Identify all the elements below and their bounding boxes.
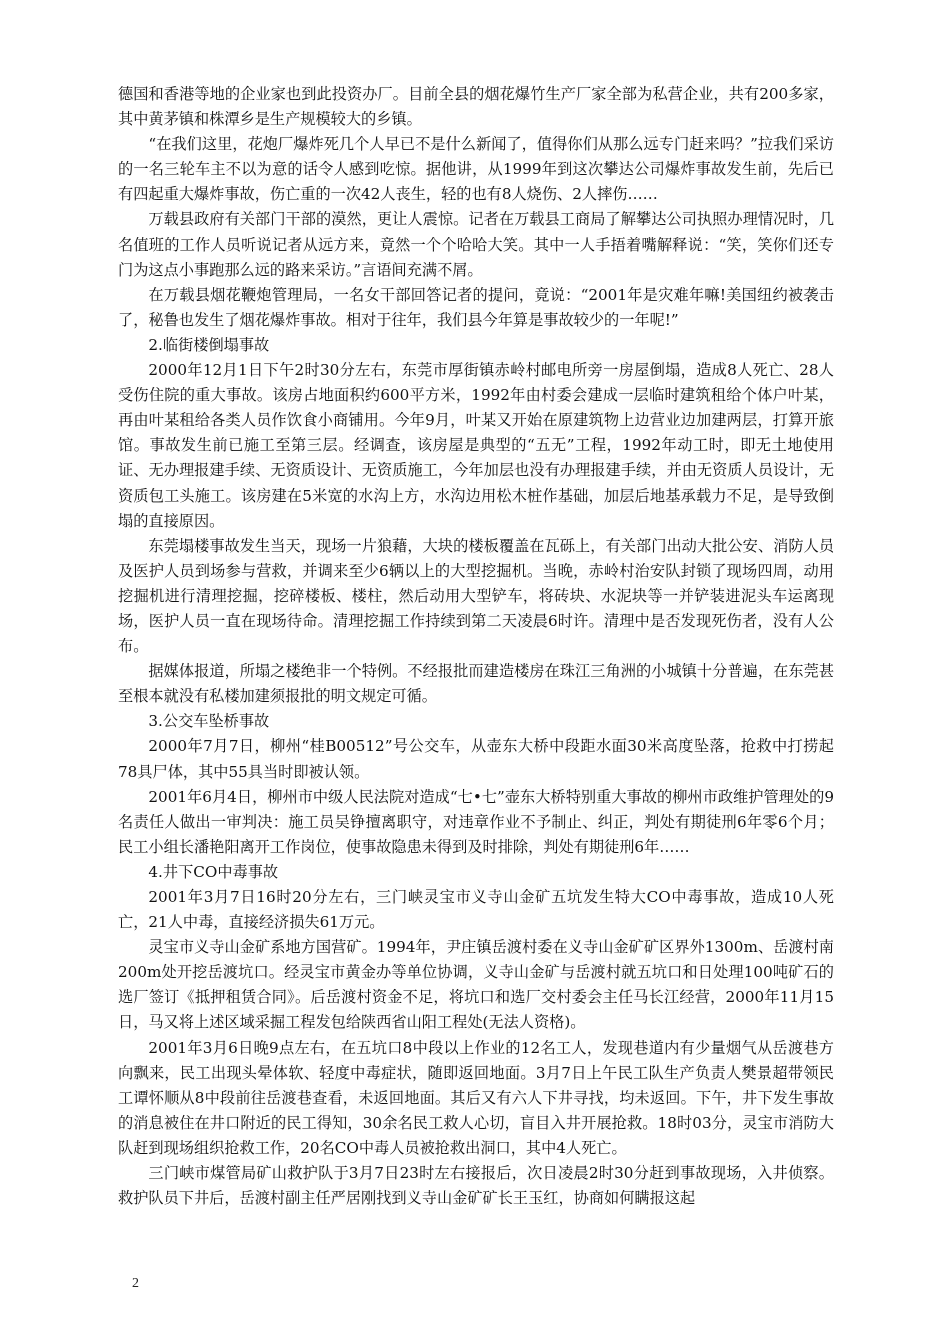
paragraph: 2000年7月7日，柳州“桂B00512”号公交车，从壶东大桥中段距水面30米高度坠落，抢救中打捞起78具尸体，其中55具当时即被认领。: [118, 737, 834, 781]
paragraph: 据媒体报道，所塌之楼绝非一个特例。不经报批而建造楼房在珠江三角洲的小城镇十分普遍，在东莞甚至根本就没有私楼加建须报批的明文规定可循。: [118, 662, 834, 706]
paragraph: 2001年3月6日晚9点左右，在五坑口8中段以上作业的12名工人，发现巷道内有少量烟气从岳渡巷方向飘来，民工出现头晕体软、轻度中毒症状，随即返回地面。3月7日上午民工队生产负责人樊景超带领民工谭怀顺从8中段前往岳渡巷查看，未返回地面。其后又有六人下井寻找，均未返回。下午，井下发生事故的消息被住在井口附近的民工得知，30余名民工救人心切，盲目入井开展抢救。18时03分，灵宝市消防大队赶到现场组织抢救工作，20名CO中毒人员被抢救出洞口，其中4人死亡。: [118, 1038, 834, 1157]
section-heading: 4.井下CO中毒事故: [148, 862, 279, 881]
paragraph: 2001年3月7日16时20分左右，三门峡灵宝市义寺山金矿五坑发生特大CO中毒事故，造成10人死亡，21人中毒，直接经济损失61万元。: [118, 888, 834, 932]
paragraph: 万载县政府有关部门干部的漠然，更让人震惊。记者在万载县工商局了解攀达公司执照办理情况时，几名值班的工作人员听说记者从远方来，竟然一个个哈哈大笑。其中一人手捂着嘴解释说：“笑，笑你们还专门为这点小事跑那么远的路来采访。”言语间充满不屑。: [118, 210, 834, 279]
paragraph: 2001年6月4日，柳州市中级人民法院对造成“七•七”壶东大桥特别重大事故的柳州市政维护管理处的9名责任人做出一审判决：施工员吴铮擅离职守，对违章作业不予制止、纠正，判处有期徒刑6年零6个月；民工小组长潘艳阳离开工作岗位，使事故隐患未得到及时排除，判处有期徒刑6年……: [118, 787, 834, 856]
paragraph: 2000年12月1日下午2时30分左右，东莞市厚街镇赤岭村邮电所旁一房屋倒塌，造成8人死亡、28人受伤住院的重大事故。该房占地面积约600平方米，1992年由村委会建成一层临时建筑租给个体户叶某，再由叶某租给各类人员作饮食小商铺用。今年9月，叶某又开始在原建筑物上边营业边加建两层，打算开旅馆。事故发生前已施工至第三层。经调查，该房屋是典型的“五无”工程，1992年动工时，即无土地使用证、无办理报建手续、无资质设计、无资质施工，今年加层也没有办理报建手续，并由无资质人员设计，无资质包工头施工。该房建在5米宽的水沟上方，水沟边用松木桩作基础，加层后地基承载力不足，是导致倒塌的直接原因。: [118, 361, 834, 530]
document-body: [118, 82, 834, 1211]
paragraph: 三门峡市煤管局矿山救护队于3月7日23时左右接报后，次日凌晨2时30分赶到事故现场，入井侦察。救护队员下井后，岳渡村副主任严居刚找到义寺山金矿矿长王玉红，协商如何瞒报这起: [118, 1164, 834, 1208]
paragraph: 德国和香港等地的企业家也到此投资办厂。目前全县的烟花爆竹生产厂家全部为私营企业，共有200多家，其中黄茅镇和株潭乡是生产规模较大的乡镇。: [118, 85, 834, 129]
paragraph: “在我们这里，花炮厂爆炸死几个人早已不是什么新闻了，值得你们从那么远专门赶来吗？”拉我们采访的一名三轮车主不以为意的话令人感到吃惊。据他讲，从1999年到这次攀达公司爆炸事故发生前，先后已有四起重大爆炸事故，伤亡重的一次42人丧生，轻的也有8人烧伤、2人摔伤……: [118, 135, 834, 204]
page-number: 2: [132, 1276, 139, 1291]
paragraph: 在万载县烟花鞭炮管理局，一名女干部回答记者的提问，竟说：“2001年是灾难年嘛!美国纽约被袭击了，秘鲁也发生了烟花爆炸事故。相对于往年，我们县今年算是事故较少的一年呢!”: [118, 285, 834, 329]
paragraph: 东莞塌楼事故发生当天，现场一片狼藉，大块的楼板覆盖在瓦砾上，有关部门出动大批公安、消防人员及医护人员到场参与营救，并调来至少6辆以上的大型挖掘机。当晚，赤岭村治安队封锁了现场四周，动用挖掘机进行清理挖掘，挖碎楼板、楼柱，然后动用大型铲车，将砖块、水泥块等一并铲装进泥头车运离现场，医护人员一直在现场待命。清理挖掘工作持续到第二天凌晨6时许。清理中是否发现死伤者，没有人公布。: [118, 536, 834, 656]
section-heading: 2.临街楼倒塌事故: [148, 335, 270, 354]
paragraph: 灵宝市义寺山金矿系地方国营矿。1994年，尹庄镇岳渡村委在义寺山金矿矿区界外1300m、岳渡村南200m处开挖岳渡坑口。经灵宝市黄金办等单位协调，义寺山金矿与岳渡村就五坑口和日处理100吨矿石的选厂签订《抵押租赁合同》。后岳渡村资金不足，将坑口和选厂交村委会主任马长江经营，2000年11月15日，马又将上述区域采掘工程发包给陕西省山阳工程处(无法人资格)。: [118, 938, 834, 1032]
section-heading: 3.公交车坠桥事故: [148, 712, 270, 731]
